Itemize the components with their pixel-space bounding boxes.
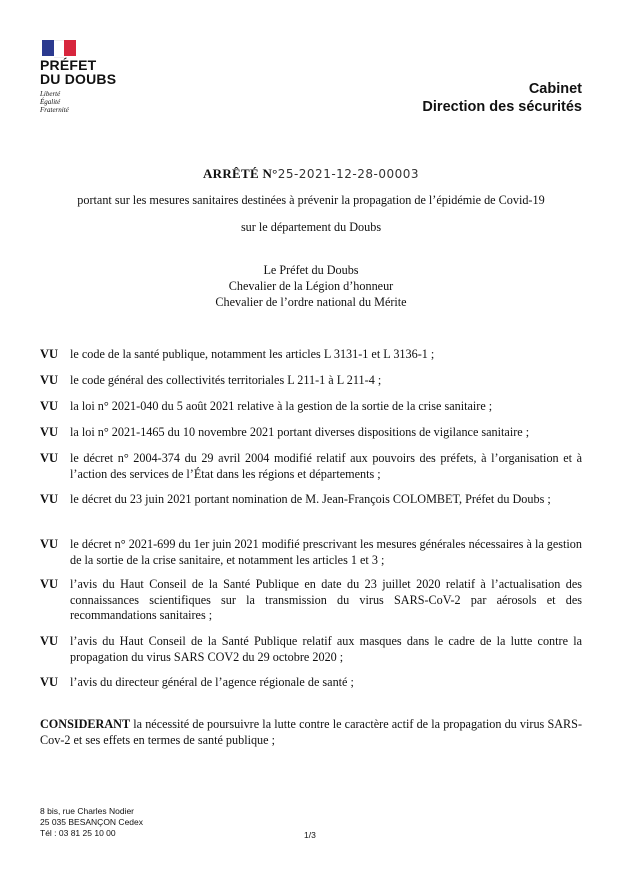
- vu-label: VU: [40, 373, 59, 387]
- vu-text: l’avis du Haut Conseil de la Santé Publique relatif aux masques dans le cadre de la lutte contre la propagation du virus SARS COV2 du 29 octobre 2020 ;: [70, 634, 582, 664]
- prefet-line3: Chevalier de l’ordre national du Mérite: [215, 295, 407, 309]
- footer-phone: Tél : 03 81 25 10 00: [40, 828, 116, 838]
- vu-item: [40, 399, 582, 415]
- vu-text: la loi n° 2021-1465 du 10 novembre 2021 portant diverses dispositions de vigilance sanitaire ;: [70, 425, 530, 439]
- arrete-subtitle-1: portant sur les mesures sanitaires destinées à prévenir la propagation de l’épidémie de Covid-19: [77, 193, 545, 207]
- page-number: 1/3: [304, 830, 316, 840]
- french-flag-logo: [42, 40, 76, 56]
- vu-label: VU: [40, 425, 59, 439]
- footer-address: [40, 806, 143, 839]
- vu-label: VU: [40, 399, 59, 413]
- vu-label: VU: [40, 347, 59, 361]
- service-heading: [422, 80, 582, 116]
- considerant-paragraph: [40, 717, 582, 748]
- arrete-number-handwritten: 25-2021-12-28-00003: [277, 167, 420, 181]
- vu-item: [40, 425, 582, 441]
- vu-label: VU: [40, 634, 59, 648]
- vu-text: l’avis du directeur général de l’agence régionale de santé ;: [70, 675, 354, 689]
- vu-text: le code général des collectivités territoriales L 211-1 à L 211-4 ;: [70, 373, 382, 387]
- vu-label: VU: [40, 577, 59, 591]
- vu-item: [40, 373, 582, 389]
- vu-item: [40, 451, 582, 482]
- logo-line2: DU DOUBS: [40, 71, 117, 87]
- footer-street: 8 bis, rue Charles Nodier: [40, 806, 135, 816]
- vu-label: VU: [40, 675, 59, 689]
- vu-item: [40, 347, 582, 363]
- vu-text: le décret n° 2021-699 du 1er juin 2021 modifié prescrivant les mesures générales nécessaires à la gestion de la sortie de la crise sanitaire, et notamment les articles 1 et 3 ;: [70, 537, 582, 567]
- prefet-line2: Chevalier de la Légion d’honneur: [228, 279, 394, 293]
- vu-label: VU: [40, 537, 59, 551]
- considerant-label: CONSIDERANT: [40, 717, 131, 731]
- vu-item: [40, 537, 582, 568]
- vu-item: [40, 577, 582, 624]
- cabinet-label: Cabinet: [528, 81, 582, 97]
- vu-item: [40, 675, 582, 691]
- considerant-text: la nécessité de poursuivre la lutte contre le caractère actif de la propagation du virus SARS-Cov-2 et ses effets en termes de santé publique ;: [40, 717, 583, 747]
- footer-city: 25 035 BESANÇON Cedex: [40, 817, 143, 827]
- motto-liberte: Liberté: [40, 90, 61, 98]
- direction-label: Direction des sécurités: [422, 99, 582, 115]
- prefet-block: [0, 262, 622, 310]
- vu-text: le code de la santé publique, notamment les articles L 3131-1 et L 3136-1 ;: [70, 347, 435, 361]
- prefet-line1: Le Préfet du Doubs: [263, 263, 359, 277]
- vu-text: le décret du 23 juin 2021 portant nomination de M. Jean-François COLOMBET, Préfet du Doubs ;: [70, 492, 551, 506]
- prefecture-logo-text: [40, 58, 116, 86]
- vu-text: le décret n° 2004-374 du 29 avril 2004 modifié relatif aux pouvoirs des préfets, à l’organisation et à l’action des services de l’État dans les régions et départements ;: [70, 451, 582, 481]
- motto-fraternite: Fraternité: [40, 106, 69, 114]
- arrete-label: ARRÊTÉ N°: [202, 166, 278, 181]
- vu-item: [40, 492, 582, 508]
- vu-label: VU: [40, 492, 59, 506]
- republic-motto: [40, 90, 69, 114]
- vu-text: l’avis du Haut Conseil de la Santé Publique en date du 23 juillet 2020 relatif à l’actualisation des connaissances scientifiques sur la transmission du virus SARS-CoV-2 par aérosols et des recommandations sanitaires ;: [70, 577, 582, 622]
- logo-line1: PRÉFET: [40, 57, 97, 73]
- motto-egalite: Égalité: [40, 98, 61, 106]
- arrete-title: [0, 166, 622, 182]
- vu-label: VU: [40, 451, 59, 465]
- vu-item: [40, 634, 582, 665]
- arrete-subtitle-2: sur le département du Doubs: [240, 220, 382, 234]
- vu-text: la loi n° 2021-040 du 5 août 2021 relative à la gestion de la sortie de la crise sanitaire ;: [70, 399, 493, 413]
